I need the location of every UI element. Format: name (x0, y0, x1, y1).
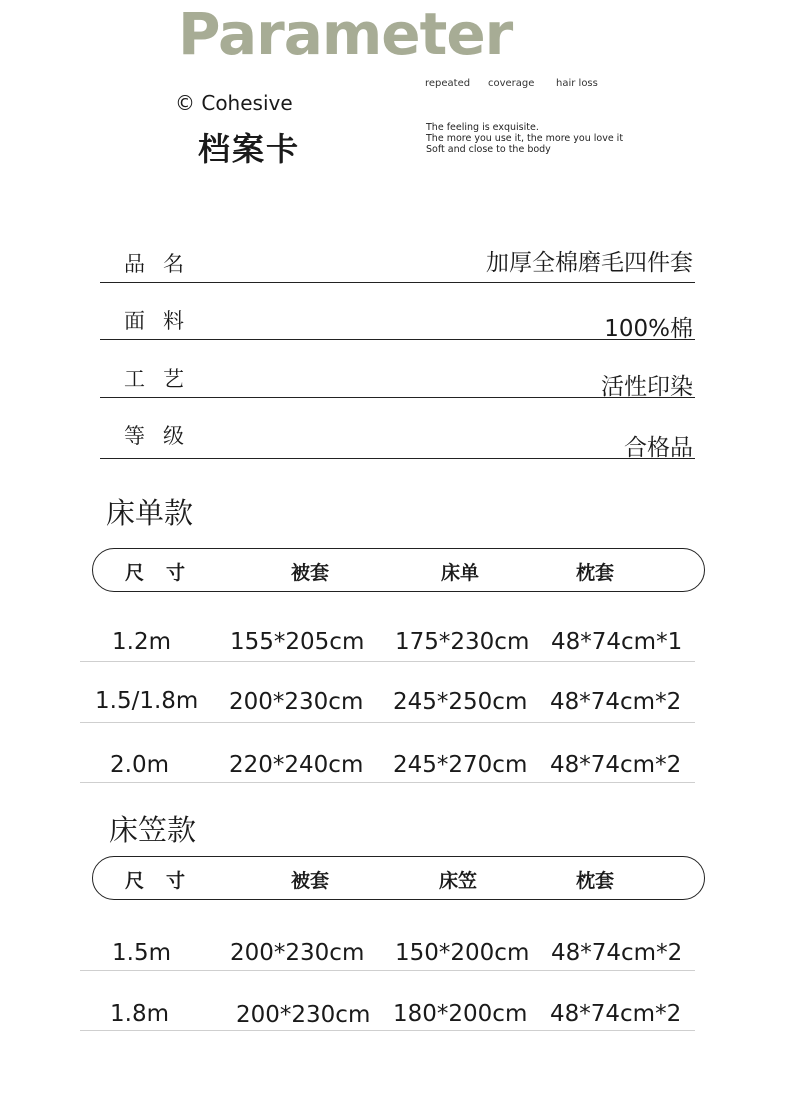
tagline-line: The feeling is exquisite. (426, 122, 539, 133)
info-value: 加厚全棉磨毛四件套 (486, 250, 693, 276)
cell-duvet: 220*240cm (229, 752, 364, 778)
page-title: Parameter (178, 0, 513, 68)
info-label: 等级 (124, 424, 202, 448)
info-value: 合格品 (624, 435, 693, 461)
cell-pillow: 48*74cm*2 (550, 1001, 682, 1027)
info-label: 品名 (124, 252, 202, 276)
table-header-fitted-sheet (92, 856, 705, 900)
cell-sheet: 245*250cm (393, 689, 528, 715)
table-row (80, 912, 695, 971)
cell-pillow: 48*74cm*2 (550, 752, 682, 778)
info-row-grade (100, 402, 695, 459)
cell-size: 1.5/1.8m (95, 688, 199, 714)
tag-coverage: coverage (488, 78, 535, 89)
table-row (80, 724, 695, 783)
cell-pillow: 48*74cm*1 (551, 629, 683, 655)
cell-size: 1.8m (110, 1001, 169, 1027)
table-row (80, 603, 695, 662)
info-value: 100%棉 (604, 316, 693, 342)
cell-duvet: 200*230cm (229, 689, 364, 715)
cell-fitted: 150*200cm (395, 940, 530, 966)
tag-repeated: repeated (425, 78, 471, 89)
info-value: 活性印染 (601, 374, 693, 400)
header-bed-sheet: 床单 (441, 562, 480, 584)
tagline-line: Soft and close to the body (426, 144, 551, 155)
cell-sheet: 245*270cm (393, 752, 528, 778)
info-label: 面料 (124, 309, 202, 333)
table-header-flat-sheet (92, 548, 705, 592)
info-row-craft (100, 341, 695, 398)
cell-duvet: 200*230cm (236, 1002, 371, 1028)
cell-size: 1.2m (112, 629, 171, 655)
header-size: 尺寸 (125, 870, 208, 892)
info-label: 工艺 (124, 367, 202, 391)
cell-pillow: 48*74cm*2 (551, 940, 683, 966)
header-duvet-cover: 被套 (291, 870, 330, 892)
table-row (80, 972, 695, 1031)
section-title-flat-sheet: 床单款 (106, 496, 194, 530)
header-fitted-sheet: 床笠 (439, 870, 478, 892)
cell-sheet: 175*230cm (395, 629, 530, 655)
header-pillowcase: 枕套 (576, 870, 615, 892)
cell-duvet: 155*205cm (230, 629, 365, 655)
tagline-line: The more you use it, the more you love it (426, 133, 624, 144)
card-title: 档案卡 (198, 130, 301, 168)
header-pillowcase: 枕套 (576, 562, 615, 584)
cell-pillow: 48*74cm*2 (550, 689, 682, 715)
tagline (426, 122, 676, 155)
info-row-name (100, 226, 695, 283)
header-duvet-cover: 被套 (291, 562, 330, 584)
cell-duvet: 200*230cm (230, 940, 365, 966)
section-title-fitted-sheet: 床笠款 (109, 813, 197, 847)
header-size: 尺寸 (125, 562, 208, 584)
cell-size: 2.0m (110, 752, 169, 778)
cell-fitted: 180*200cm (393, 1001, 528, 1027)
tag-hair-loss: hair loss (556, 78, 598, 89)
info-row-fabric (100, 283, 695, 340)
cell-size: 1.5m (112, 940, 171, 966)
table-row (80, 664, 695, 723)
brand-name: © Cohesive (175, 91, 293, 115)
